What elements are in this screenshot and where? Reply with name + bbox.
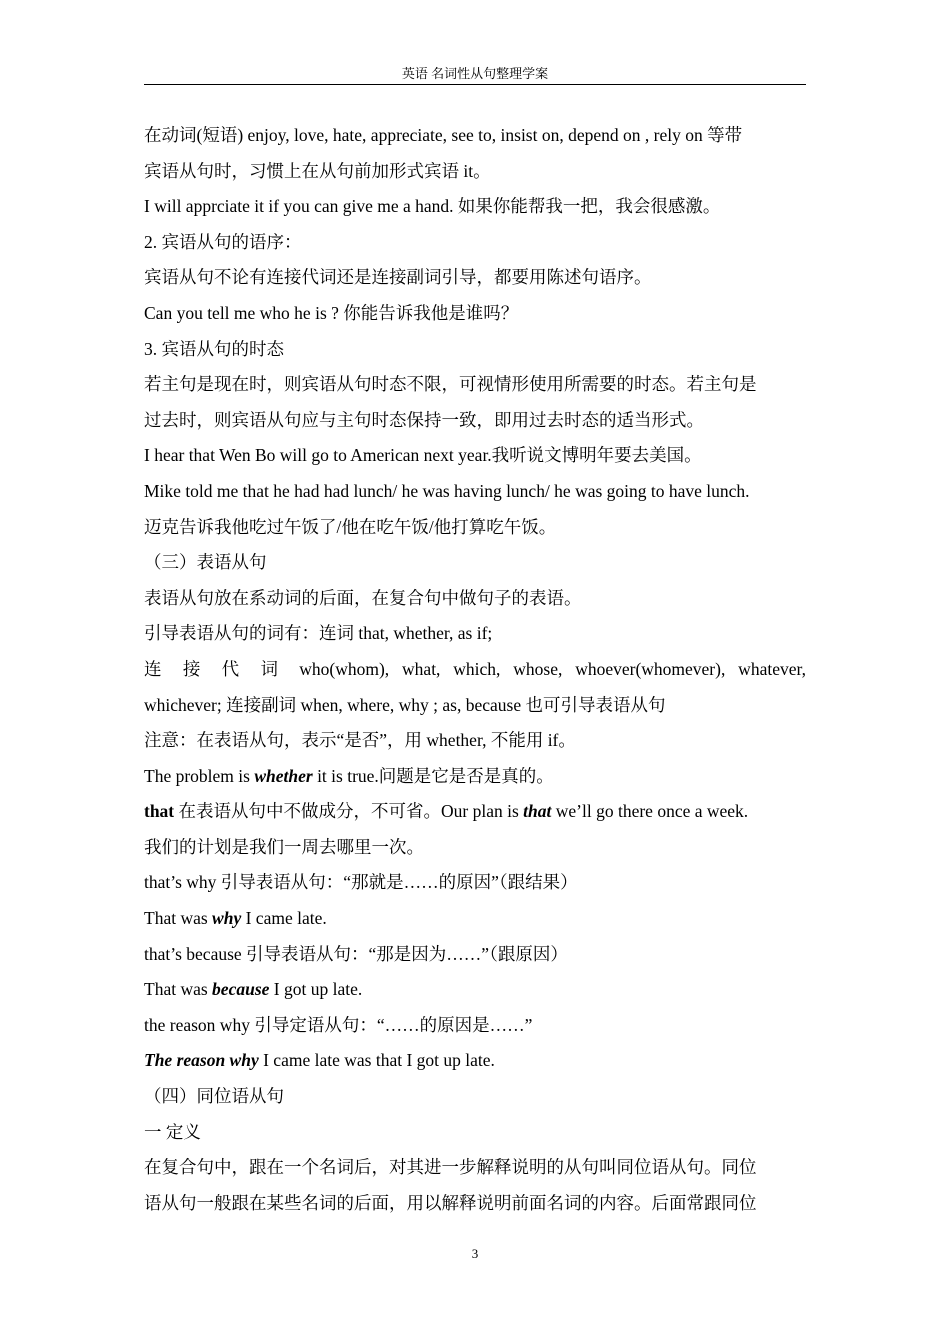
page-header: 英语 名词性从句整理学案	[144, 64, 806, 85]
text-line: the reason why 引导定语从句：“……的原因是……”	[144, 1014, 533, 1035]
emphasis-text: The reason why	[144, 1050, 259, 1071]
example-sentence: Can you tell me who he is ? 你能告诉我他是谁吗？	[144, 302, 519, 323]
text-line: 语从句一般跟在某些名词的后面，用以解释说明前面名词的内容。后面常跟同位	[144, 1192, 757, 1213]
text-line: 表语从句放在系动词的后面，在复合句中做句子的表语。	[144, 587, 582, 608]
emphasis-text: why	[212, 908, 242, 929]
text-line: 宾语从句不论有连接代词还是连接副词引导，都要用陈述句语序。	[144, 267, 652, 288]
page-number: 3	[471, 1246, 479, 1261]
example-sentence	[144, 901, 806, 937]
text-line: 若主句是现在时，则宾语从句时态不限，可视情形使用所需要的时态。若主句是	[144, 374, 757, 395]
emphasis-text: whether	[254, 765, 313, 786]
text-line: 在复合句中，跟在一个名词后，对其进一步解释说明的从句叫同位语从句。同位	[144, 1157, 757, 1178]
example-sentence	[144, 759, 806, 795]
text-segment: That was	[144, 908, 213, 929]
text-line: that’s because 引导表语从句：“那是因为……”（跟原因）	[144, 943, 568, 964]
emphasis-text: because	[212, 979, 270, 1000]
text-line: whichever; 连接副词 when, where, why ; as, because 也可引导表语从句	[144, 694, 666, 715]
example-sentence	[144, 794, 806, 830]
text-segment: I came late.	[241, 908, 327, 929]
text-line: 迈克告诉我他吃过午饭了/他在吃午饭/他打算吃午饭。	[144, 516, 557, 537]
text-line: I will apprciate it if you can give me a hand. 如果你能帮我一把，我会很感激。	[144, 196, 721, 217]
text-line: 在动词(短语) enjoy, love, hate, appreciate, see to, insist on, depend on , rely on 等带	[144, 125, 743, 145]
text-segment: That was	[144, 979, 213, 1000]
emphasis-text: that	[523, 801, 552, 822]
example-sentence: Mike told me that he had had lunch/ he was having lunch/ he was going to have lunch.	[144, 480, 750, 501]
example-sentence	[144, 972, 806, 1008]
section-heading: （四）同位语从句	[144, 1086, 284, 1107]
text-segment: I got up late.	[269, 979, 363, 1000]
section-heading: （三）表语从句	[144, 552, 267, 573]
text-line: 引导表语从句的词有：连词 that, whether, as if;	[144, 623, 493, 644]
text-segment: I came late was that I got up late.	[258, 1050, 495, 1071]
text-line: that’s why 引导表语从句：“那就是……的原因”（跟结果）	[144, 872, 578, 893]
example-sentence	[144, 1043, 806, 1079]
section-heading: 2. 宾语从句的语序：	[144, 231, 302, 252]
text-line: 连 接 代 词 who(whom), what, which, whose, whoever(whomever), whatever,	[144, 658, 806, 679]
text-segment: The problem is	[144, 765, 255, 786]
text-line: 注意：在表语从句，表示“是否”，用 whether, 不能用 if。	[144, 730, 576, 751]
example-sentence: I hear that Wen Bo will go to American next year.我听说文博明年要去美国。	[144, 445, 702, 466]
strong-text: that	[144, 801, 175, 822]
document-body	[144, 118, 806, 1221]
text-segment: we’ll go there once a week.	[551, 801, 749, 822]
text-line: 过去时，则宾语从句应与主句时态保持一致，即用过去时态的适当形式。	[144, 409, 704, 430]
text-segment: it is true.问题是它是否是真的。	[312, 765, 554, 786]
text-segment: 在表语从句中不做成分，不可省。Our plan is	[174, 801, 524, 822]
section-heading: 3. 宾语从句的时态	[144, 338, 284, 359]
text-line: 我们的计划是我们一周去哪里一次。	[144, 836, 424, 857]
section-heading: 一 定义	[144, 1121, 201, 1142]
text-line: 宾语从句时，习惯上在从句前加形式宾语 it。	[144, 160, 491, 181]
